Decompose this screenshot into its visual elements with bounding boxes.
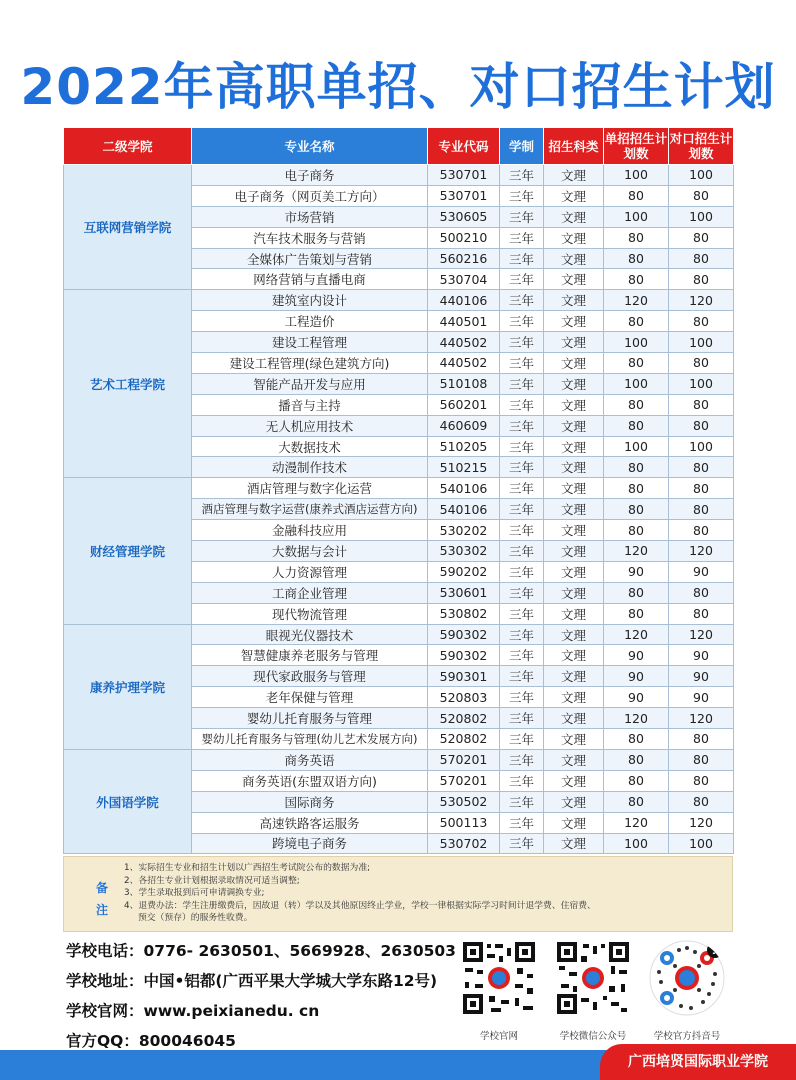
single-plan-cell: 80 bbox=[604, 770, 669, 791]
duration-cell: 三年 bbox=[500, 812, 544, 833]
college-name-cell: 康养护理学院 bbox=[64, 624, 192, 749]
counterpart-plan-cell: 80 bbox=[669, 499, 734, 520]
major-cell: 酒店管理与数字化运营 bbox=[192, 478, 428, 499]
notes-list bbox=[124, 862, 724, 925]
major-cell: 全媒体广告策划与营销 bbox=[192, 248, 428, 269]
major-cell: 汽车技术服务与营销 bbox=[192, 227, 428, 248]
college-name-cell: 外国语学院 bbox=[64, 749, 192, 853]
code-cell: 510215 bbox=[428, 457, 500, 478]
note-item: 4、退费办法：学生注册缴费后，因故退（转）学以及其他原因终止学业，学校一律根据实际学习时间计退学费、住宿费、 bbox=[124, 900, 596, 911]
single-plan-cell: 100 bbox=[604, 332, 669, 353]
code-cell: 540106 bbox=[428, 499, 500, 520]
note-item: 1、实际招生专业和招生计划以广西招生考试院公布的数据为准; bbox=[124, 863, 371, 873]
subject-cell: 文理 bbox=[544, 624, 604, 645]
single-plan-cell: 80 bbox=[604, 269, 669, 290]
contact-website[interactable]: 学校官网：www.peixianedu. cn bbox=[66, 1002, 320, 1020]
contact-qq: 官方QQ：800046045 bbox=[66, 1032, 236, 1050]
major-cell: 婴幼儿托育服务与管理(幼儿艺术发展方向) bbox=[192, 729, 428, 750]
counterpart-plan-cell: 120 bbox=[669, 812, 734, 833]
note-item: 2、各招生专业计划根据录取情况可适当调整; bbox=[124, 875, 300, 886]
svg-text:♪: ♪ bbox=[711, 946, 719, 957]
counterpart-plan-cell: 80 bbox=[669, 457, 734, 478]
code-cell: 590302 bbox=[428, 624, 500, 645]
header-code: 专业代码 bbox=[428, 128, 500, 165]
code-cell: 590202 bbox=[428, 561, 500, 582]
duration-cell: 三年 bbox=[500, 708, 544, 729]
qr-website[interactable] bbox=[459, 940, 539, 1042]
code-cell: 530302 bbox=[428, 541, 500, 562]
duration-cell: 三年 bbox=[500, 373, 544, 394]
subject-cell: 文理 bbox=[544, 269, 604, 290]
counterpart-plan-cell: 100 bbox=[669, 436, 734, 457]
single-plan-cell: 80 bbox=[604, 227, 669, 248]
subject-cell: 文理 bbox=[544, 373, 604, 394]
major-cell: 金融科技应用 bbox=[192, 520, 428, 541]
duration-cell: 三年 bbox=[500, 394, 544, 415]
counterpart-plan-cell: 100 bbox=[669, 373, 734, 394]
single-plan-cell: 90 bbox=[604, 666, 669, 687]
major-cell: 电子商务（网页美工方向） bbox=[192, 185, 428, 206]
single-plan-cell: 80 bbox=[604, 582, 669, 603]
code-cell: 530802 bbox=[428, 603, 500, 624]
code-cell: 530502 bbox=[428, 791, 500, 812]
major-cell: 工商企业管理 bbox=[192, 582, 428, 603]
counterpart-plan-cell: 120 bbox=[669, 290, 734, 311]
single-plan-cell: 90 bbox=[604, 687, 669, 708]
major-cell: 商务英语(东盟双语方向) bbox=[192, 770, 428, 791]
code-cell: 500210 bbox=[428, 227, 500, 248]
college-name-cell: 艺术工程学院 bbox=[64, 290, 192, 478]
college-name-cell: 互联网营销学院 bbox=[64, 165, 192, 290]
subject-cell: 文理 bbox=[544, 770, 604, 791]
counterpart-plan-cell: 80 bbox=[669, 269, 734, 290]
qr-label-website: 学校官网 bbox=[479, 1031, 518, 1042]
table-row bbox=[64, 478, 734, 499]
duration-cell: 三年 bbox=[500, 499, 544, 520]
subject-cell: 文理 bbox=[544, 436, 604, 457]
single-plan-cell: 100 bbox=[604, 436, 669, 457]
major-cell: 跨境电子商务 bbox=[192, 833, 428, 854]
major-cell: 婴幼儿托育服务与管理 bbox=[192, 708, 428, 729]
single-plan-cell: 80 bbox=[604, 749, 669, 770]
subject-cell: 文理 bbox=[544, 290, 604, 311]
single-plan-cell: 100 bbox=[604, 165, 669, 186]
note-item: 预交（预存）的服务性收费。 bbox=[138, 913, 253, 923]
counterpart-plan-cell: 80 bbox=[669, 729, 734, 750]
major-cell: 国际商务 bbox=[192, 791, 428, 812]
code-cell: 590302 bbox=[428, 645, 500, 666]
code-cell: 530202 bbox=[428, 520, 500, 541]
major-cell: 眼视光仪器技术 bbox=[192, 624, 428, 645]
qr-wechat[interactable] bbox=[553, 940, 633, 1042]
subject-cell: 文理 bbox=[544, 311, 604, 332]
code-cell: 530701 bbox=[428, 185, 500, 206]
counterpart-plan-cell: 80 bbox=[669, 582, 734, 603]
single-plan-cell: 80 bbox=[604, 499, 669, 520]
major-cell: 老年保健与管理 bbox=[192, 687, 428, 708]
major-cell: 工程造价 bbox=[192, 311, 428, 332]
counterpart-plan-cell: 90 bbox=[669, 666, 734, 687]
subject-cell: 文理 bbox=[544, 457, 604, 478]
subject-cell: 文理 bbox=[544, 708, 604, 729]
subject-cell: 文理 bbox=[544, 478, 604, 499]
single-plan-cell: 80 bbox=[604, 248, 669, 269]
code-cell: 570201 bbox=[428, 749, 500, 770]
major-cell: 动漫制作技术 bbox=[192, 457, 428, 478]
subject-cell: 文理 bbox=[544, 353, 604, 374]
table-row bbox=[64, 165, 734, 186]
code-cell: 520803 bbox=[428, 687, 500, 708]
major-cell: 现代家政服务与管理 bbox=[192, 666, 428, 687]
major-cell: 大数据技术 bbox=[192, 436, 428, 457]
counterpart-plan-cell: 80 bbox=[669, 791, 734, 812]
single-plan-cell: 120 bbox=[604, 541, 669, 562]
duration-cell: 三年 bbox=[500, 415, 544, 436]
counterpart-plan-cell: 80 bbox=[669, 749, 734, 770]
subject-cell: 文理 bbox=[544, 520, 604, 541]
duration-cell: 三年 bbox=[500, 729, 544, 750]
notes-label-top: 备 bbox=[95, 881, 108, 895]
header-college: 二级学院 bbox=[64, 128, 192, 165]
code-cell: 590301 bbox=[428, 666, 500, 687]
duration-cell: 三年 bbox=[500, 770, 544, 791]
page-title: 2022年高职单招、对口招生计划 bbox=[20, 58, 776, 116]
duration-cell: 三年 bbox=[500, 749, 544, 770]
subject-cell: 文理 bbox=[544, 729, 604, 750]
subject-cell: 文理 bbox=[544, 165, 604, 186]
duration-cell: 三年 bbox=[500, 520, 544, 541]
single-plan-cell: 100 bbox=[604, 373, 669, 394]
qr-code-icon bbox=[555, 940, 631, 1016]
duration-cell: 三年 bbox=[500, 457, 544, 478]
single-plan-cell: 100 bbox=[604, 206, 669, 227]
single-plan-cell: 90 bbox=[604, 561, 669, 582]
single-plan-cell: 80 bbox=[604, 520, 669, 541]
college-name-cell: 财经管理学院 bbox=[64, 478, 192, 624]
code-cell: 510205 bbox=[428, 436, 500, 457]
header-single-plan: 单招招生计划数 bbox=[604, 128, 669, 165]
single-plan-cell: 80 bbox=[604, 457, 669, 478]
code-cell: 440502 bbox=[428, 353, 500, 374]
duration-cell: 三年 bbox=[500, 185, 544, 206]
duration-cell: 三年 bbox=[500, 206, 544, 227]
table-row bbox=[64, 290, 734, 311]
single-plan-cell: 100 bbox=[604, 833, 669, 854]
code-cell: 530702 bbox=[428, 833, 500, 854]
major-cell: 高速铁路客运服务 bbox=[192, 812, 428, 833]
qr-label-wechat: 学校微信公众号 bbox=[559, 1031, 627, 1042]
major-cell: 网络营销与直播电商 bbox=[192, 269, 428, 290]
counterpart-plan-cell: 80 bbox=[669, 248, 734, 269]
code-cell: 530701 bbox=[428, 165, 500, 186]
code-cell: 520802 bbox=[428, 729, 500, 750]
subject-cell: 文理 bbox=[544, 541, 604, 562]
subject-cell: 文理 bbox=[544, 415, 604, 436]
table-body bbox=[64, 165, 734, 854]
duration-cell: 三年 bbox=[500, 645, 544, 666]
single-plan-cell: 120 bbox=[604, 624, 669, 645]
counterpart-plan-cell: 120 bbox=[669, 541, 734, 562]
major-cell: 市场营销 bbox=[192, 206, 428, 227]
duration-cell: 三年 bbox=[500, 624, 544, 645]
notes-box bbox=[63, 856, 733, 932]
subject-cell: 文理 bbox=[544, 185, 604, 206]
counterpart-plan-cell: 80 bbox=[669, 478, 734, 499]
major-cell: 商务英语 bbox=[192, 749, 428, 770]
code-cell: 440501 bbox=[428, 311, 500, 332]
code-cell: 570201 bbox=[428, 770, 500, 791]
notes-label bbox=[92, 879, 112, 919]
counterpart-plan-cell: 90 bbox=[669, 687, 734, 708]
code-cell: 530601 bbox=[428, 582, 500, 603]
major-cell: 现代物流管理 bbox=[192, 603, 428, 624]
major-cell: 酒店管理与数字运营(康养式酒店运营方向) bbox=[192, 499, 428, 520]
code-cell: 530605 bbox=[428, 206, 500, 227]
subject-cell: 文理 bbox=[544, 603, 604, 624]
subject-cell: 文理 bbox=[544, 791, 604, 812]
qr-douyin[interactable] bbox=[647, 940, 727, 1042]
single-plan-cell: 120 bbox=[604, 708, 669, 729]
table-header-row bbox=[64, 128, 734, 165]
single-plan-cell: 80 bbox=[604, 311, 669, 332]
subject-cell: 文理 bbox=[544, 833, 604, 854]
contact-info bbox=[66, 936, 466, 1056]
header-duration: 学制 bbox=[500, 128, 544, 165]
single-plan-cell: 80 bbox=[604, 185, 669, 206]
note-item: 3、学生录取报到后可申请调换专业; bbox=[124, 888, 265, 898]
subject-cell: 文理 bbox=[544, 394, 604, 415]
counterpart-plan-cell: 100 bbox=[669, 332, 734, 353]
code-cell: 560201 bbox=[428, 394, 500, 415]
code-cell: 540106 bbox=[428, 478, 500, 499]
single-plan-cell: 80 bbox=[604, 415, 669, 436]
major-cell: 无人机应用技术 bbox=[192, 415, 428, 436]
duration-cell: 三年 bbox=[500, 353, 544, 374]
duration-cell: 三年 bbox=[500, 311, 544, 332]
counterpart-plan-cell: 80 bbox=[669, 311, 734, 332]
counterpart-plan-cell: 80 bbox=[669, 770, 734, 791]
counterpart-plan-cell: 120 bbox=[669, 708, 734, 729]
qr-label-douyin: 学校官方抖音号 bbox=[653, 1031, 721, 1042]
counterpart-plan-cell: 120 bbox=[669, 624, 734, 645]
duration-cell: 三年 bbox=[500, 687, 544, 708]
counterpart-plan-cell: 100 bbox=[669, 206, 734, 227]
duration-cell: 三年 bbox=[500, 436, 544, 457]
counterpart-plan-cell: 100 bbox=[669, 833, 734, 854]
major-cell: 智能产品开发与应用 bbox=[192, 373, 428, 394]
duration-cell: 三年 bbox=[500, 332, 544, 353]
duration-cell: 三年 bbox=[500, 290, 544, 311]
counterpart-plan-cell: 80 bbox=[669, 603, 734, 624]
notes-label-bottom: 注 bbox=[95, 903, 108, 917]
major-cell: 建设工程管理 bbox=[192, 332, 428, 353]
duration-cell: 三年 bbox=[500, 582, 544, 603]
subject-cell: 文理 bbox=[544, 812, 604, 833]
header-major: 专业名称 bbox=[192, 128, 428, 165]
subject-cell: 文理 bbox=[544, 687, 604, 708]
major-cell: 智慧健康养老服务与管理 bbox=[192, 645, 428, 666]
duration-cell: 三年 bbox=[500, 165, 544, 186]
duration-cell: 三年 bbox=[500, 833, 544, 854]
counterpart-plan-cell: 80 bbox=[669, 227, 734, 248]
single-plan-cell: 80 bbox=[604, 478, 669, 499]
subject-cell: 文理 bbox=[544, 561, 604, 582]
contact-address: 学校地址：中国•铝都(广西平果大学城大学东路12号) bbox=[66, 972, 438, 990]
counterpart-plan-cell: 90 bbox=[669, 561, 734, 582]
major-cell: 人力资源管理 bbox=[192, 561, 428, 582]
subject-cell: 文理 bbox=[544, 332, 604, 353]
qr-code-icon bbox=[649, 940, 725, 1016]
subject-cell: 文理 bbox=[544, 206, 604, 227]
header-counterpart-plan: 对口招生计划数 bbox=[669, 128, 734, 165]
duration-cell: 三年 bbox=[500, 561, 544, 582]
subject-cell: 文理 bbox=[544, 248, 604, 269]
enrollment-plan-table bbox=[63, 127, 734, 854]
subject-cell: 文理 bbox=[544, 749, 604, 770]
counterpart-plan-cell: 80 bbox=[669, 353, 734, 374]
code-cell: 440502 bbox=[428, 332, 500, 353]
qr-code-icon bbox=[461, 940, 537, 1016]
duration-cell: 三年 bbox=[500, 541, 544, 562]
major-cell: 电子商务 bbox=[192, 165, 428, 186]
duration-cell: 三年 bbox=[500, 227, 544, 248]
code-cell: 520802 bbox=[428, 708, 500, 729]
subject-cell: 文理 bbox=[544, 645, 604, 666]
counterpart-plan-cell: 80 bbox=[669, 394, 734, 415]
counterpart-plan-cell: 90 bbox=[669, 645, 734, 666]
duration-cell: 三年 bbox=[500, 603, 544, 624]
duration-cell: 三年 bbox=[500, 248, 544, 269]
counterpart-plan-cell: 100 bbox=[669, 165, 734, 186]
code-cell: 440106 bbox=[428, 290, 500, 311]
major-cell: 建设工程管理(绿色建筑方向) bbox=[192, 353, 428, 374]
code-cell: 460609 bbox=[428, 415, 500, 436]
major-cell: 建筑室内设计 bbox=[192, 290, 428, 311]
single-plan-cell: 120 bbox=[604, 290, 669, 311]
code-cell: 530704 bbox=[428, 269, 500, 290]
counterpart-plan-cell: 80 bbox=[669, 185, 734, 206]
subject-cell: 文理 bbox=[544, 499, 604, 520]
duration-cell: 三年 bbox=[500, 478, 544, 499]
code-cell: 560216 bbox=[428, 248, 500, 269]
subject-cell: 文理 bbox=[544, 666, 604, 687]
major-cell: 大数据与会计 bbox=[192, 541, 428, 562]
single-plan-cell: 80 bbox=[604, 603, 669, 624]
subject-cell: 文理 bbox=[544, 227, 604, 248]
single-plan-cell: 80 bbox=[604, 353, 669, 374]
subject-cell: 文理 bbox=[544, 582, 604, 603]
table-row bbox=[64, 749, 734, 770]
major-cell: 播音与主持 bbox=[192, 394, 428, 415]
table-row bbox=[64, 624, 734, 645]
header-subject: 招生科类 bbox=[544, 128, 604, 165]
single-plan-cell: 80 bbox=[604, 394, 669, 415]
code-cell: 500113 bbox=[428, 812, 500, 833]
counterpart-plan-cell: 80 bbox=[669, 415, 734, 436]
code-cell: 510108 bbox=[428, 373, 500, 394]
contact-phone: 学校电话：0776- 2630501、5669928、2630503 bbox=[66, 942, 456, 960]
single-plan-cell: 120 bbox=[604, 812, 669, 833]
duration-cell: 三年 bbox=[500, 666, 544, 687]
duration-cell: 三年 bbox=[500, 791, 544, 812]
single-plan-cell: 90 bbox=[604, 645, 669, 666]
school-name: 广西培贤国际职业学院 bbox=[628, 1054, 768, 1070]
counterpart-plan-cell: 80 bbox=[669, 520, 734, 541]
single-plan-cell: 80 bbox=[604, 791, 669, 812]
single-plan-cell: 80 bbox=[604, 729, 669, 750]
duration-cell: 三年 bbox=[500, 269, 544, 290]
